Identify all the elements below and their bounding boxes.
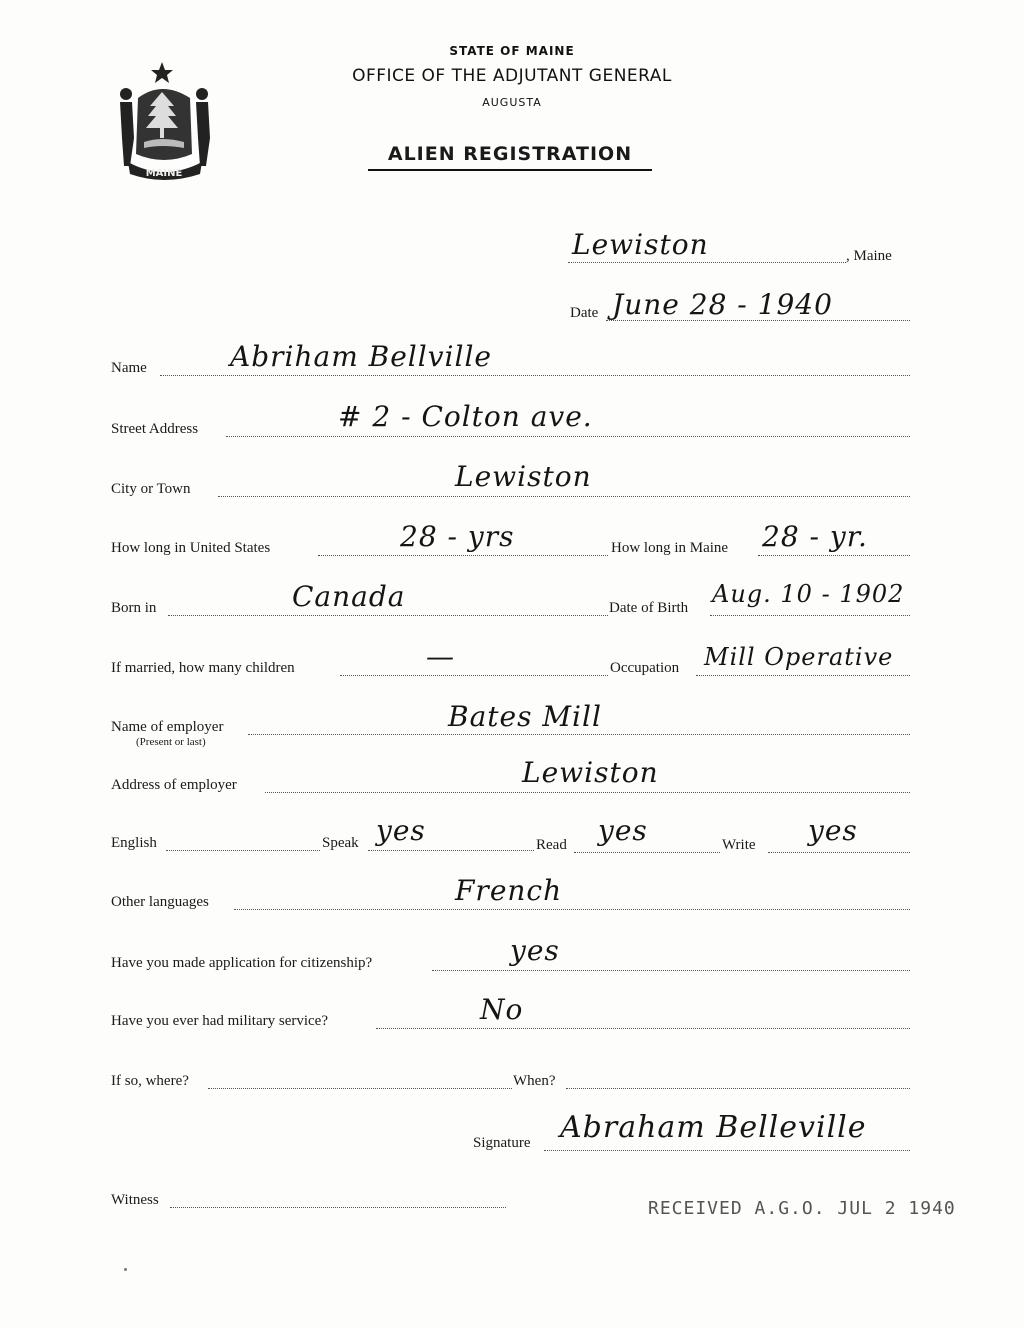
maine-years-label: How long in Maine (611, 540, 729, 556)
us-line (318, 555, 608, 556)
date-label: Date (570, 305, 599, 321)
write-label: Write (722, 837, 756, 853)
maine-label: , Maine (846, 248, 892, 264)
office-heading: OFFICE OF THE ADJUTANT GENERAL (352, 66, 672, 86)
occupation-label: Occupation (610, 660, 680, 676)
other-languages-label: Other languages (111, 894, 209, 910)
street-value: # 2 - Colton ave. (338, 400, 593, 433)
speak-label: Speak (322, 835, 359, 851)
occupation-value: Mill Operative (704, 643, 894, 671)
us-value: 28 - yrs (400, 520, 515, 553)
signature-value: Abraham Belleville (560, 1110, 867, 1145)
citizenship-line (432, 970, 910, 971)
paper-speck (124, 1268, 127, 1271)
employer-address-value: Lewiston (522, 756, 659, 789)
dob-value: Aug. 10 - 1902 (712, 580, 905, 608)
city-line (218, 496, 910, 497)
military-line (376, 1028, 910, 1029)
military-label: Have you ever had military service? (111, 1013, 328, 1029)
english-label: English (111, 835, 157, 851)
employer-label: Name of employer (111, 719, 224, 735)
read-value: yes (598, 814, 648, 847)
when-line (566, 1088, 910, 1089)
employer-sublabel: (Present or last) (136, 736, 206, 748)
when-label: When? (513, 1073, 556, 1089)
signature-line (544, 1150, 910, 1151)
citizenship-value: yes (510, 934, 560, 967)
city-label: City or Town (111, 481, 191, 497)
other-languages-value: French (455, 874, 563, 907)
speak-value: yes (376, 814, 426, 847)
born-value: Canada (292, 580, 406, 613)
where-line (208, 1088, 512, 1089)
street-line (226, 436, 910, 437)
dob-line (710, 615, 910, 616)
state-heading: STATE OF MAINE (449, 44, 575, 58)
born-line (168, 615, 608, 616)
name-value: Abriham Bellville (230, 340, 492, 373)
city-value: Lewiston (455, 460, 592, 493)
us-label: How long in United States (111, 540, 271, 556)
children-line (340, 675, 608, 676)
street-label: Street Address (111, 421, 199, 437)
citizenship-label: Have you made application for citizenship? (111, 955, 373, 971)
maine-years-line (758, 555, 910, 556)
witness-line (170, 1207, 506, 1208)
name-label: Name (111, 360, 147, 376)
employer-address-label: Address of employer (111, 777, 237, 793)
employer-address-line (265, 792, 910, 793)
children-label: If married, how many children (111, 660, 295, 676)
maine-years-value: 28 - yr. (762, 520, 868, 553)
write-line (768, 852, 910, 853)
write-value: yes (808, 814, 858, 847)
date-value: June 28 - 1940 (612, 288, 833, 321)
seal-motto: MAINE (145, 168, 183, 179)
where-label: If so, where? (111, 1073, 189, 1089)
witness-label: Witness (111, 1192, 159, 1208)
form-title: ALIEN REGISTRATION (368, 143, 652, 171)
occupation-line (696, 675, 910, 676)
city-heading: AUGUSTA (482, 96, 542, 109)
employer-line (248, 734, 910, 735)
born-label: Born in (111, 600, 157, 616)
name-line (160, 375, 910, 376)
read-line (574, 852, 720, 853)
employer-value: Bates Mill (448, 700, 602, 733)
children-value: — (426, 640, 455, 673)
signature-label: Signature (473, 1135, 531, 1151)
place-line (568, 262, 846, 263)
received-stamp: RECEIVED A.G.O. JUL 2 1940 (648, 1198, 956, 1219)
speak-line (368, 850, 534, 851)
military-value: No (480, 993, 524, 1026)
other-languages-line (234, 909, 910, 910)
dob-label: Date of Birth (609, 600, 689, 616)
place-value: Lewiston (572, 228, 709, 261)
read-label: Read (536, 837, 567, 853)
english-line (166, 850, 320, 851)
